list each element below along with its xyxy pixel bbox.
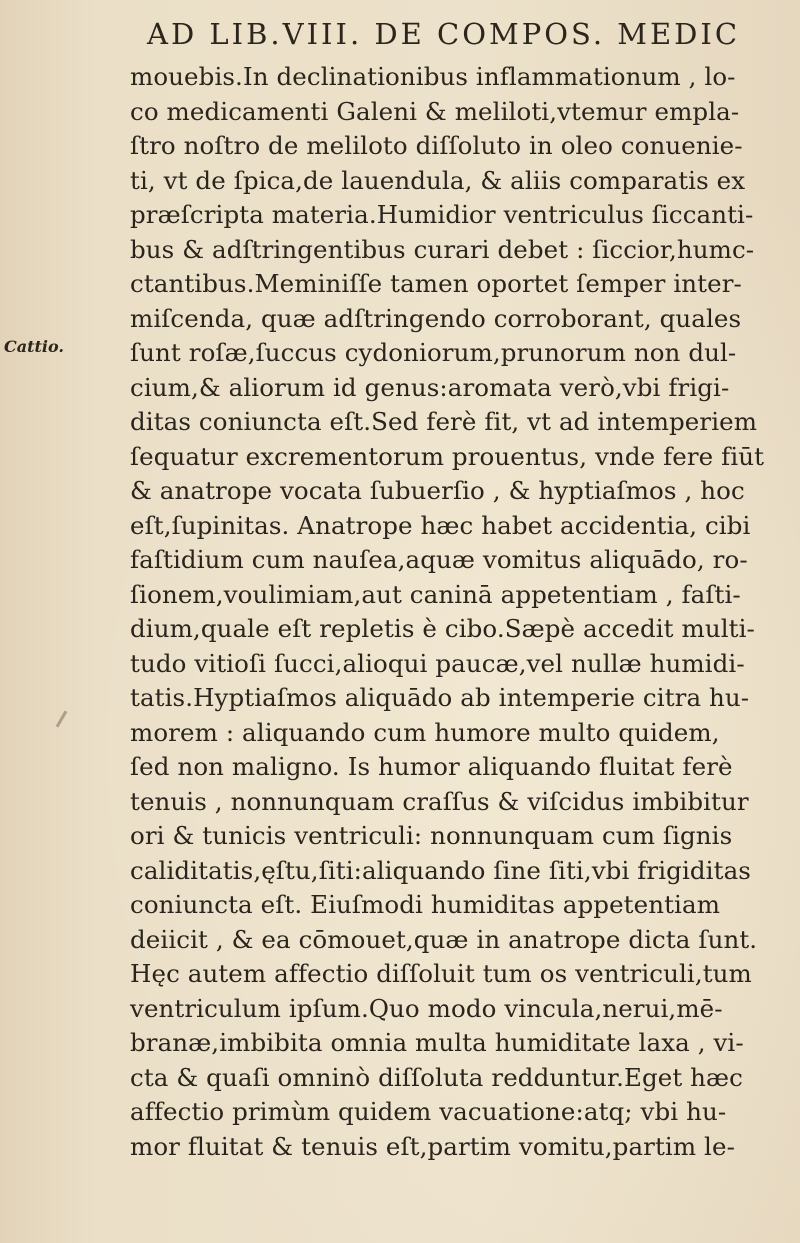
text-line: ctantibus.Meminiſſe tamen oportet ſemper inter- <box>130 269 742 298</box>
text-line: ſunt roſæ,ſuccus cydoniorum,prunorum non dul- <box>130 338 737 367</box>
text-line: affectio primùm quidem vacuatione:atq; vbi hu- <box>130 1097 727 1126</box>
text-line: coniuncta eſt. Eiuſmodi humiditas appetentiam <box>130 890 721 919</box>
text-line: tatis.Hyptiaſmos aliquādo ab intemperie citra hu- <box>130 683 750 712</box>
text-line: deiicit , & ea cōmouet,quæ in anatrope dicta ſunt. <box>130 924 758 954</box>
text-line: præſcripta materia.Humidior ventriculus ſiccanti- <box>130 200 754 229</box>
ink-mark <box>56 710 68 727</box>
text-line: ſtro noſtro de meliloto diſſoluto in oleo conuenie- <box>130 131 743 160</box>
text-line: cium,& aliorum id genus:aromata verò,vbi frigi- <box>130 372 730 402</box>
text-line: mor fluitat & tenuis eſt,partim vomitu,partim le- <box>130 1131 735 1161</box>
text-line: mouebis.In declinationibus inflammationum , lo- <box>130 62 736 91</box>
text-line: ventriculum ipſum.Quo modo vincula,nerui,mē- <box>130 993 723 1023</box>
text-line: bus & adſtringentibus curari debet : ſiccior,humc- <box>130 234 755 264</box>
text-line: faſtidium cum nauſea,aquæ vomitus aliquādo, ro- <box>130 545 748 574</box>
text-line: morem : aliquando cum humore multo quidem, <box>130 717 720 747</box>
text-line: ditas coniuncta eſt.Sed ferè fit, vt ad intemperiem <box>130 407 758 436</box>
text-line: ſionem,voulimiam,aut caninā appetentiam , faſti- <box>130 579 741 609</box>
text-line: caliditatis,ęſtu,ſiti:aliquando ſine ſiti,vbi frigiditas <box>130 855 751 885</box>
text-line: tudo vitioſi ſucci,alioqui paucæ,vel nullæ humidi- <box>130 648 745 678</box>
text-line: cta & quaſi omninò diſſoluta redduntur.Eget hæc <box>130 1062 743 1092</box>
text-line: dium,quale eſt repletis è cibo.Sæpè accedit multi- <box>130 614 755 643</box>
text-line: miſcenda, quæ adſtringendo corroborant, quales <box>130 303 742 333</box>
text-line: ti, vt de ſpica,de lauendula, & aliis comparatis ex <box>130 165 746 195</box>
text-line: tenuis , nonnunquam craſſus & viſcidus imbibitur <box>130 786 749 816</box>
text-line: ori & tunicis ventriculi: nonnunquam cum ſignis <box>130 821 733 850</box>
text-line: Hęc autem affectio diſſoluit tum os ventriculi,tum <box>130 959 752 988</box>
text-line: eſt,ſupinitas. Anatrope hæc habet accidentia, cibi <box>130 510 751 540</box>
text-line: ſequatur excrementorum prouentus, vnde fere fiūt <box>130 441 765 471</box>
text-line: co medicamenti Galeni & meliloti,vtemur empla- <box>130 96 740 126</box>
body-text <box>130 60 780 1164</box>
text-line: branæ,imbibita omnia multa humiditate laxa , vi- <box>130 1028 744 1057</box>
margin-note: Cattio. <box>4 337 64 356</box>
running-header: AD LIB.VIII. DE COMPOS. MEDIC <box>147 17 741 51</box>
text-line: ſed non maligno. Is humor aliquando fluitat ferè <box>130 752 733 781</box>
text-line: & anatrope vocata ſubuerſio , & hyptiaſmos , hoc <box>130 476 745 505</box>
